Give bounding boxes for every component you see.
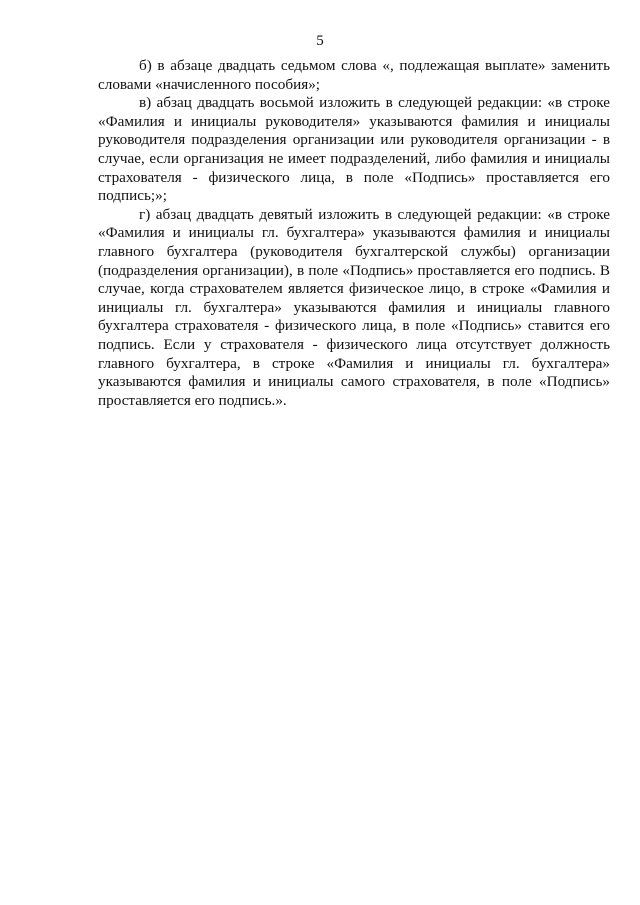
page-number: 5 xyxy=(316,33,324,49)
paragraph-g: г) абзац двадцать девятый изложить в следующей редакции: «в строке «Фамилия и инициалы гл. бухгалтера» указываются фамилия и инициалы главного бухгалтера (руководителя бухгалтерской службы) организации (подразделения организации), в поле «Подпись» проставляется его подпись. В случае, когда страхователем является физическое лицо, в строке «Фамилия и инициалы гл. бухгалтера» указываются фамилия и инициалы главного бухгалтера страхователя - физического лица, в поле «Подпись» ставится его подпись. Если у страхователя - физического лица отсутствует должность главного бухгалтера, в строке «Фамилия и инициалы гл. бухгалтера» указываются фамилия и инициалы самого страхователя, в поле «Подпись» проставляется его подпись.». xyxy=(98,205,610,409)
paragraph-v: в) абзац двадцать восьмой изложить в следующей редакции: «в строке «Фамилия и инициалы руководителя» указываются фамилия и инициалы руководителя подразделения организации или руководителя организации - в случае, если организация не имеет подразделений, либо фамилия и инициалы страхователя - физического лица, в поле «Подпись» проставляется его подпись;»; xyxy=(98,94,610,205)
document-body xyxy=(98,57,610,410)
paragraph-b: б) в абзаце двадцать седьмом слова «, подлежащая выплате» заменить словами «начисленного пособия»; xyxy=(98,57,610,93)
